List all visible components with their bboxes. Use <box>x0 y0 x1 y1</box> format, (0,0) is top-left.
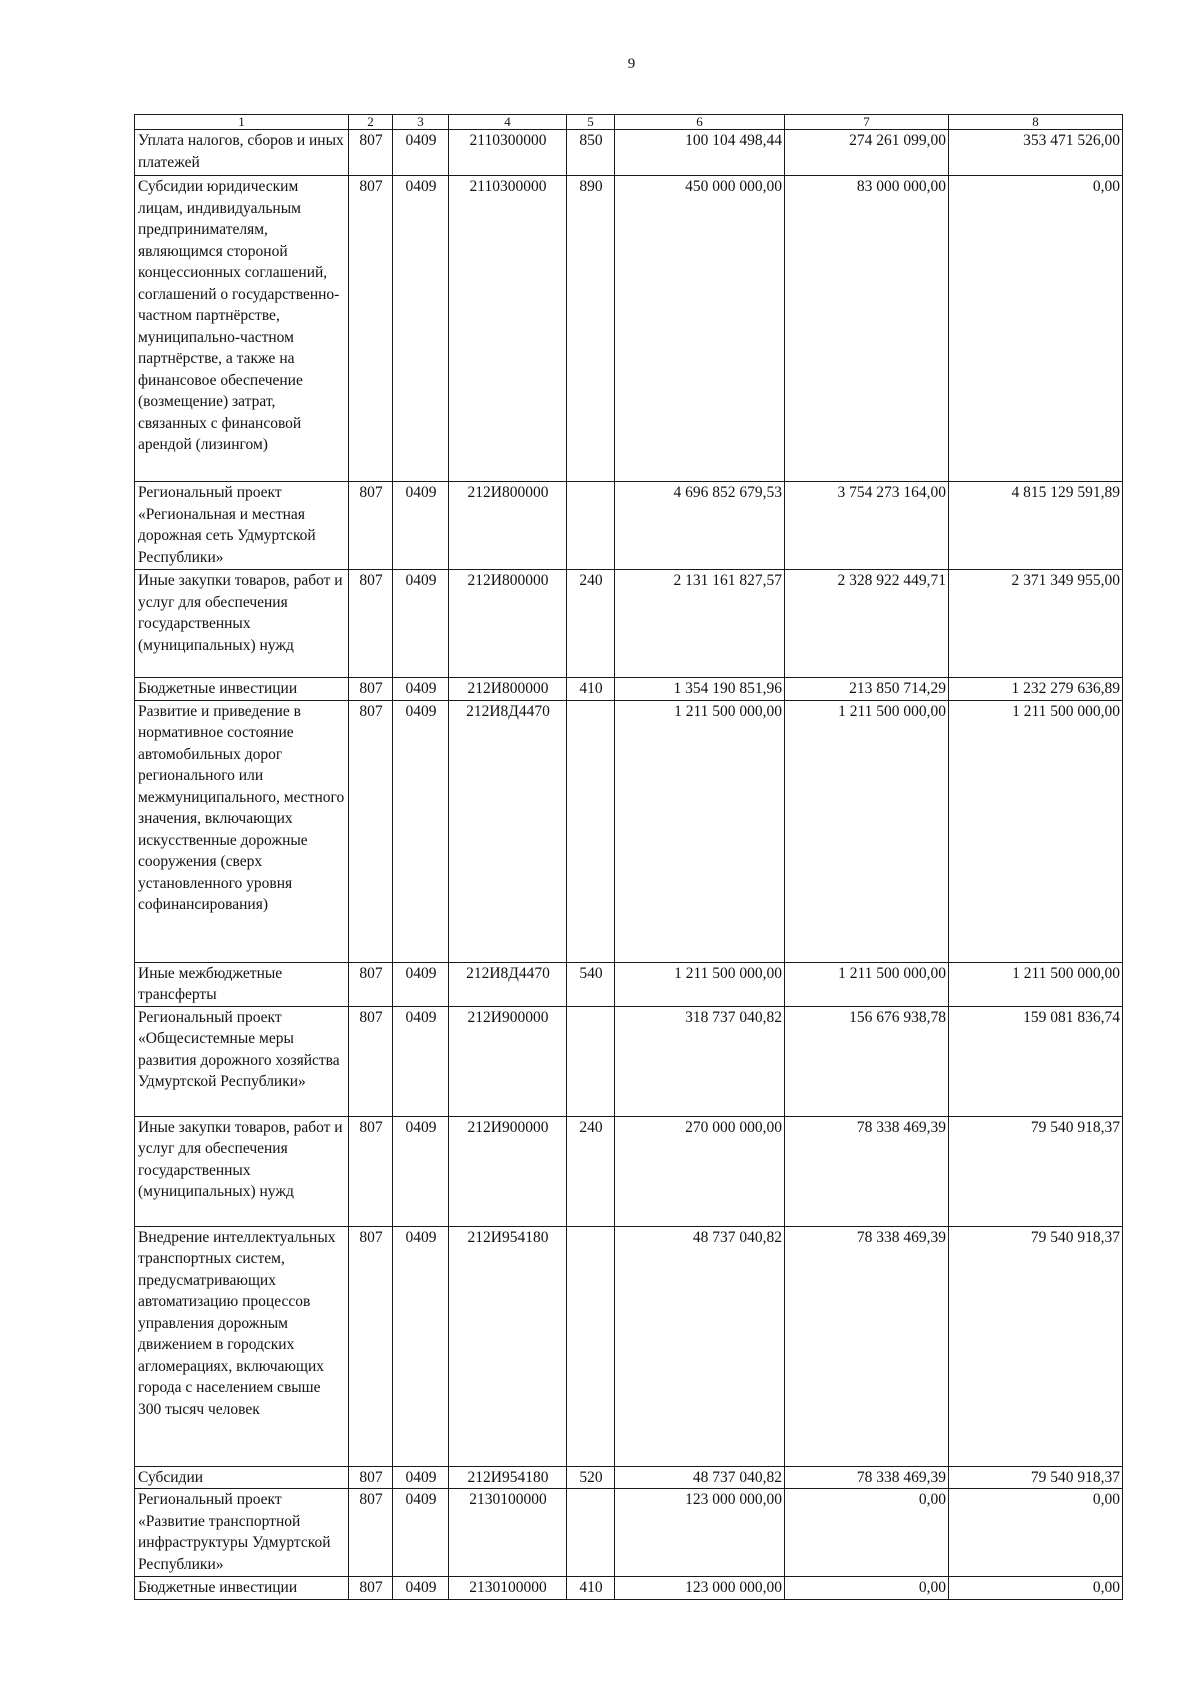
cell-col7: 213 850 714,29 <box>785 678 949 701</box>
table-row <box>135 176 1123 482</box>
table-row <box>135 1577 1123 1600</box>
row-name: Развитие и приведение в нормативное состояние автомобильных дорог регионального или межмуниципального, местного значения, включающих искусственные дорожные сооружения (сверх установленного уровня софинансирования) <box>135 700 349 962</box>
cell-col2: 807 <box>349 962 393 1006</box>
cell-col5: 540 <box>567 962 615 1006</box>
cell-col7: 1 211 500 000,00 <box>785 700 949 962</box>
cell-col3: 0409 <box>393 482 449 570</box>
cell-col5: 240 <box>567 1116 615 1226</box>
cell-col4: 2130100000 <box>449 1489 567 1577</box>
cell-col3: 0409 <box>393 1489 449 1577</box>
row-name: Внедрение интеллектуальных транспортных систем, предусматривающих автоматизацию процессов управления дорожным движением в городских агломерациях, включающих города с населением свыше 300 тысяч человек <box>135 1226 349 1466</box>
row-name: Иные закупки товаров, работ и услуг для обеспечения государственных (муниципальных) нужд <box>135 1116 349 1226</box>
cell-col8: 79 540 918,37 <box>949 1116 1123 1226</box>
row-name: Уплата налогов, сборов и иных платежей <box>135 130 349 176</box>
cell-col7: 83 000 000,00 <box>785 176 949 482</box>
cell-col2: 807 <box>349 482 393 570</box>
cell-col5 <box>567 1226 615 1466</box>
cell-col5 <box>567 482 615 570</box>
cell-col4: 212И8Д4470 <box>449 962 567 1006</box>
cell-col4: 212И900000 <box>449 1006 567 1116</box>
cell-col6: 270 000 000,00 <box>615 1116 785 1226</box>
cell-col7: 3 754 273 164,00 <box>785 482 949 570</box>
cell-col6: 1 211 500 000,00 <box>615 962 785 1006</box>
row-name: Субсидии юридическим лицам, индивидуальным предпринимателям, являющимся стороной концессионных соглашений, соглашений о государственно-частном партнёрстве, муниципально-частном партнёрстве, а также на финансовое обеспечение (возмещение) затрат, связанных с финансовой арендой (лизингом) <box>135 176 349 482</box>
row-name: Региональный проект «Общесистемные меры развития дорожного хозяйства Удмуртской Республики» <box>135 1006 349 1116</box>
table-row <box>135 1006 1123 1116</box>
cell-col7: 1 211 500 000,00 <box>785 962 949 1006</box>
cell-col6: 1 211 500 000,00 <box>615 700 785 962</box>
col-header: 2 <box>349 115 393 130</box>
cell-col5 <box>567 1489 615 1577</box>
cell-col8: 79 540 918,37 <box>949 1226 1123 1466</box>
cell-col4: 212И800000 <box>449 570 567 678</box>
cell-col7: 274 261 099,00 <box>785 130 949 176</box>
cell-col2: 807 <box>349 1116 393 1226</box>
cell-col5: 410 <box>567 678 615 701</box>
cell-col2: 807 <box>349 176 393 482</box>
cell-col4: 2110300000 <box>449 176 567 482</box>
cell-col6: 450 000 000,00 <box>615 176 785 482</box>
cell-col7: 0,00 <box>785 1489 949 1577</box>
cell-col8: 4 815 129 591,89 <box>949 482 1123 570</box>
cell-col8: 1 232 279 636,89 <box>949 678 1123 701</box>
cell-col2: 807 <box>349 1226 393 1466</box>
cell-col6: 2 131 161 827,57 <box>615 570 785 678</box>
cell-col3: 0409 <box>393 1006 449 1116</box>
cell-col5: 240 <box>567 570 615 678</box>
col-header: 4 <box>449 115 567 130</box>
cell-col4: 212И954180 <box>449 1466 567 1489</box>
cell-col4: 212И954180 <box>449 1226 567 1466</box>
table-row <box>135 570 1123 678</box>
cell-col6: 48 737 040,82 <box>615 1466 785 1489</box>
cell-col8: 0,00 <box>949 1489 1123 1577</box>
row-name: Субсидии <box>135 1466 349 1489</box>
cell-col2: 807 <box>349 678 393 701</box>
col-header: 6 <box>615 115 785 130</box>
table-row <box>135 130 1123 176</box>
cell-col4: 2130100000 <box>449 1577 567 1600</box>
cell-col6: 48 737 040,82 <box>615 1226 785 1466</box>
cell-col2: 807 <box>349 1006 393 1116</box>
table-row <box>135 962 1123 1006</box>
cell-col8: 353 471 526,00 <box>949 130 1123 176</box>
table-row <box>135 1489 1123 1577</box>
cell-col2: 807 <box>349 130 393 176</box>
cell-col2: 807 <box>349 570 393 678</box>
table-row <box>135 678 1123 701</box>
cell-col6: 123 000 000,00 <box>615 1577 785 1600</box>
cell-col8: 1 211 500 000,00 <box>949 700 1123 962</box>
page-number: 9 <box>627 56 636 72</box>
cell-col6: 4 696 852 679,53 <box>615 482 785 570</box>
cell-col7: 2 328 922 449,71 <box>785 570 949 678</box>
row-name: Бюджетные инвестиции <box>135 678 349 701</box>
header-row <box>135 115 1123 130</box>
cell-col5 <box>567 1006 615 1116</box>
cell-col2: 807 <box>349 1466 393 1489</box>
cell-col6: 318 737 040,82 <box>615 1006 785 1116</box>
row-name: Иные межбюджетные трансферты <box>135 962 349 1006</box>
table-row <box>135 700 1123 962</box>
col-header: 5 <box>567 115 615 130</box>
row-name: Региональный проект «Региональная и местная дорожная сеть Удмуртской Республики» <box>135 482 349 570</box>
row-name: Иные закупки товаров, работ и услуг для обеспечения государственных (муниципальных) нужд <box>135 570 349 678</box>
cell-col5: 850 <box>567 130 615 176</box>
cell-col5: 410 <box>567 1577 615 1600</box>
cell-col4: 212И800000 <box>449 678 567 701</box>
cell-col8: 0,00 <box>949 1577 1123 1600</box>
cell-col5 <box>567 700 615 962</box>
col-header: 3 <box>393 115 449 130</box>
cell-col6: 1 354 190 851,96 <box>615 678 785 701</box>
cell-col3: 0409 <box>393 176 449 482</box>
col-header: 8 <box>949 115 1123 130</box>
cell-col3: 0409 <box>393 962 449 1006</box>
cell-col7: 0,00 <box>785 1577 949 1600</box>
table-row <box>135 1116 1123 1226</box>
col-header: 7 <box>785 115 949 130</box>
cell-col6: 100 104 498,44 <box>615 130 785 176</box>
table-row <box>135 1226 1123 1466</box>
cell-col7: 78 338 469,39 <box>785 1226 949 1466</box>
cell-col8: 1 211 500 000,00 <box>949 962 1123 1006</box>
cell-col3: 0409 <box>393 1466 449 1489</box>
cell-col4: 212И8Д4470 <box>449 700 567 962</box>
cell-col8: 0,00 <box>949 176 1123 482</box>
cell-col4: 2110300000 <box>449 130 567 176</box>
cell-col2: 807 <box>349 1577 393 1600</box>
row-name: Региональный проект «Развитие транспортной инфраструктуры Удмуртской Республики» <box>135 1489 349 1577</box>
cell-col8: 159 081 836,74 <box>949 1006 1123 1116</box>
cell-col8: 79 540 918,37 <box>949 1466 1123 1489</box>
cell-col3: 0409 <box>393 1226 449 1466</box>
col-header: 1 <box>135 115 349 130</box>
cell-col4: 212И800000 <box>449 482 567 570</box>
cell-col8: 2 371 349 955,00 <box>949 570 1123 678</box>
cell-col5: 890 <box>567 176 615 482</box>
table-row <box>135 1466 1123 1489</box>
cell-col7: 78 338 469,39 <box>785 1116 949 1226</box>
budget-table <box>134 114 1123 1600</box>
cell-col7: 156 676 938,78 <box>785 1006 949 1116</box>
cell-col3: 0409 <box>393 678 449 701</box>
cell-col5: 520 <box>567 1466 615 1489</box>
cell-col3: 0409 <box>393 130 449 176</box>
cell-col3: 0409 <box>393 570 449 678</box>
row-name: Бюджетные инвестиции <box>135 1577 349 1600</box>
cell-col3: 0409 <box>393 1577 449 1600</box>
cell-col4: 212И900000 <box>449 1116 567 1226</box>
cell-col7: 78 338 469,39 <box>785 1466 949 1489</box>
table-row <box>135 482 1123 570</box>
cell-col6: 123 000 000,00 <box>615 1489 785 1577</box>
cell-col2: 807 <box>349 700 393 962</box>
cell-col2: 807 <box>349 1489 393 1577</box>
cell-col3: 0409 <box>393 1116 449 1226</box>
cell-col3: 0409 <box>393 700 449 962</box>
